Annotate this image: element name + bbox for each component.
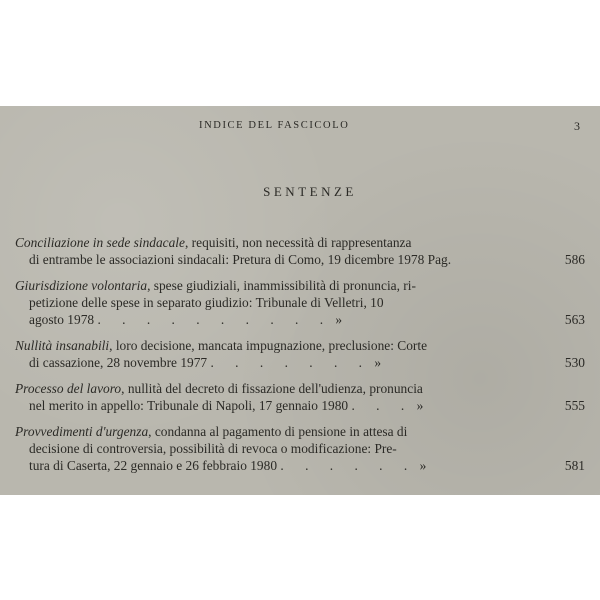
- entry-text: decisione di controversia, possibilità di revoca o modificazione: Pre-: [29, 441, 397, 456]
- entry-pag-label: Pag.: [427, 252, 452, 267]
- entry-topic: Processo del lavoro: [15, 381, 122, 396]
- entry-text: , spese giudiziali, inammissibilità di pronuncia, ri-: [147, 278, 416, 293]
- entry-text: , condanna al pagamento di pensione in attesa di: [148, 424, 408, 439]
- entry-page-number: 555: [564, 398, 585, 413]
- running-head: INDICE DEL FASCICOLO: [199, 120, 350, 131]
- index-entry: [15, 380, 585, 414]
- entry-text: tura di Caserta, 22 gennaio e 26 febbraio 1980: [29, 458, 278, 473]
- page-number: 3: [574, 119, 580, 133]
- entry-line: [15, 251, 585, 268]
- entry-line: [15, 294, 585, 311]
- leader-dots: . . . . . .: [280, 458, 417, 473]
- entry-line: [15, 397, 585, 414]
- entry-line: [15, 337, 585, 354]
- entry-text: agosto 1978: [29, 312, 95, 327]
- entry-text: , loro decisione, mancata impugnazione, preclusione: Corte: [109, 338, 428, 353]
- entry-line: [15, 234, 585, 251]
- entry-line: [15, 354, 585, 371]
- entry-line: [15, 380, 585, 397]
- entry-page-number: 586: [564, 252, 585, 267]
- entry-line: [15, 423, 585, 440]
- leader-dots: . . .: [351, 398, 414, 413]
- ditto-marker: »: [416, 398, 424, 413]
- leader-dots: . . . . . . .: [210, 355, 372, 370]
- leader-dots: . . . . . . . . . .: [97, 312, 333, 327]
- ditto-marker: »: [374, 355, 382, 370]
- index-entry: [15, 234, 585, 268]
- entry-text: , nullità del decreto di fissazione dell'udienza, pronuncia: [121, 381, 423, 396]
- entry-topic: Giurisdizione volontaria: [15, 278, 148, 293]
- entry-page-number: 530: [564, 355, 585, 370]
- entry-text: di cassazione, 28 novembre 1977: [29, 355, 208, 370]
- section-title: SENTENZE: [263, 184, 357, 199]
- index-entry: [15, 423, 585, 474]
- page-header: [0, 120, 600, 136]
- entry-line: [15, 311, 585, 328]
- entry-text: di entrambe le associazioni sindacali: Pretura di Como, 19 dicembre 1978: [29, 252, 425, 267]
- entry-page-number: 563: [564, 312, 585, 327]
- entry-line: [15, 457, 585, 474]
- entry-text: , requisiti, non necessità di rappresentanza: [184, 235, 412, 250]
- index-entry: [15, 277, 585, 328]
- entry-page-number: 581: [564, 458, 585, 473]
- index-entries: [15, 234, 585, 483]
- ditto-marker: »: [335, 312, 343, 327]
- entry-topic: Provvedimenti d'urgenza: [15, 424, 149, 439]
- book-page: [0, 106, 600, 495]
- ditto-marker: »: [419, 458, 427, 473]
- entry-line: [15, 440, 585, 457]
- entry-topic: Conciliazione in sede sindacale: [15, 235, 185, 250]
- entry-line: [15, 277, 585, 294]
- entry-topic: Nullità insanabili: [15, 338, 110, 353]
- index-entry: [15, 337, 585, 371]
- entry-text: nel merito in appello: Tribunale di Napoli, 17 gennaio 1980: [29, 398, 349, 413]
- entry-text: petizione delle spese in separato giudizio: Tribunale di Velletri, 10: [29, 295, 384, 310]
